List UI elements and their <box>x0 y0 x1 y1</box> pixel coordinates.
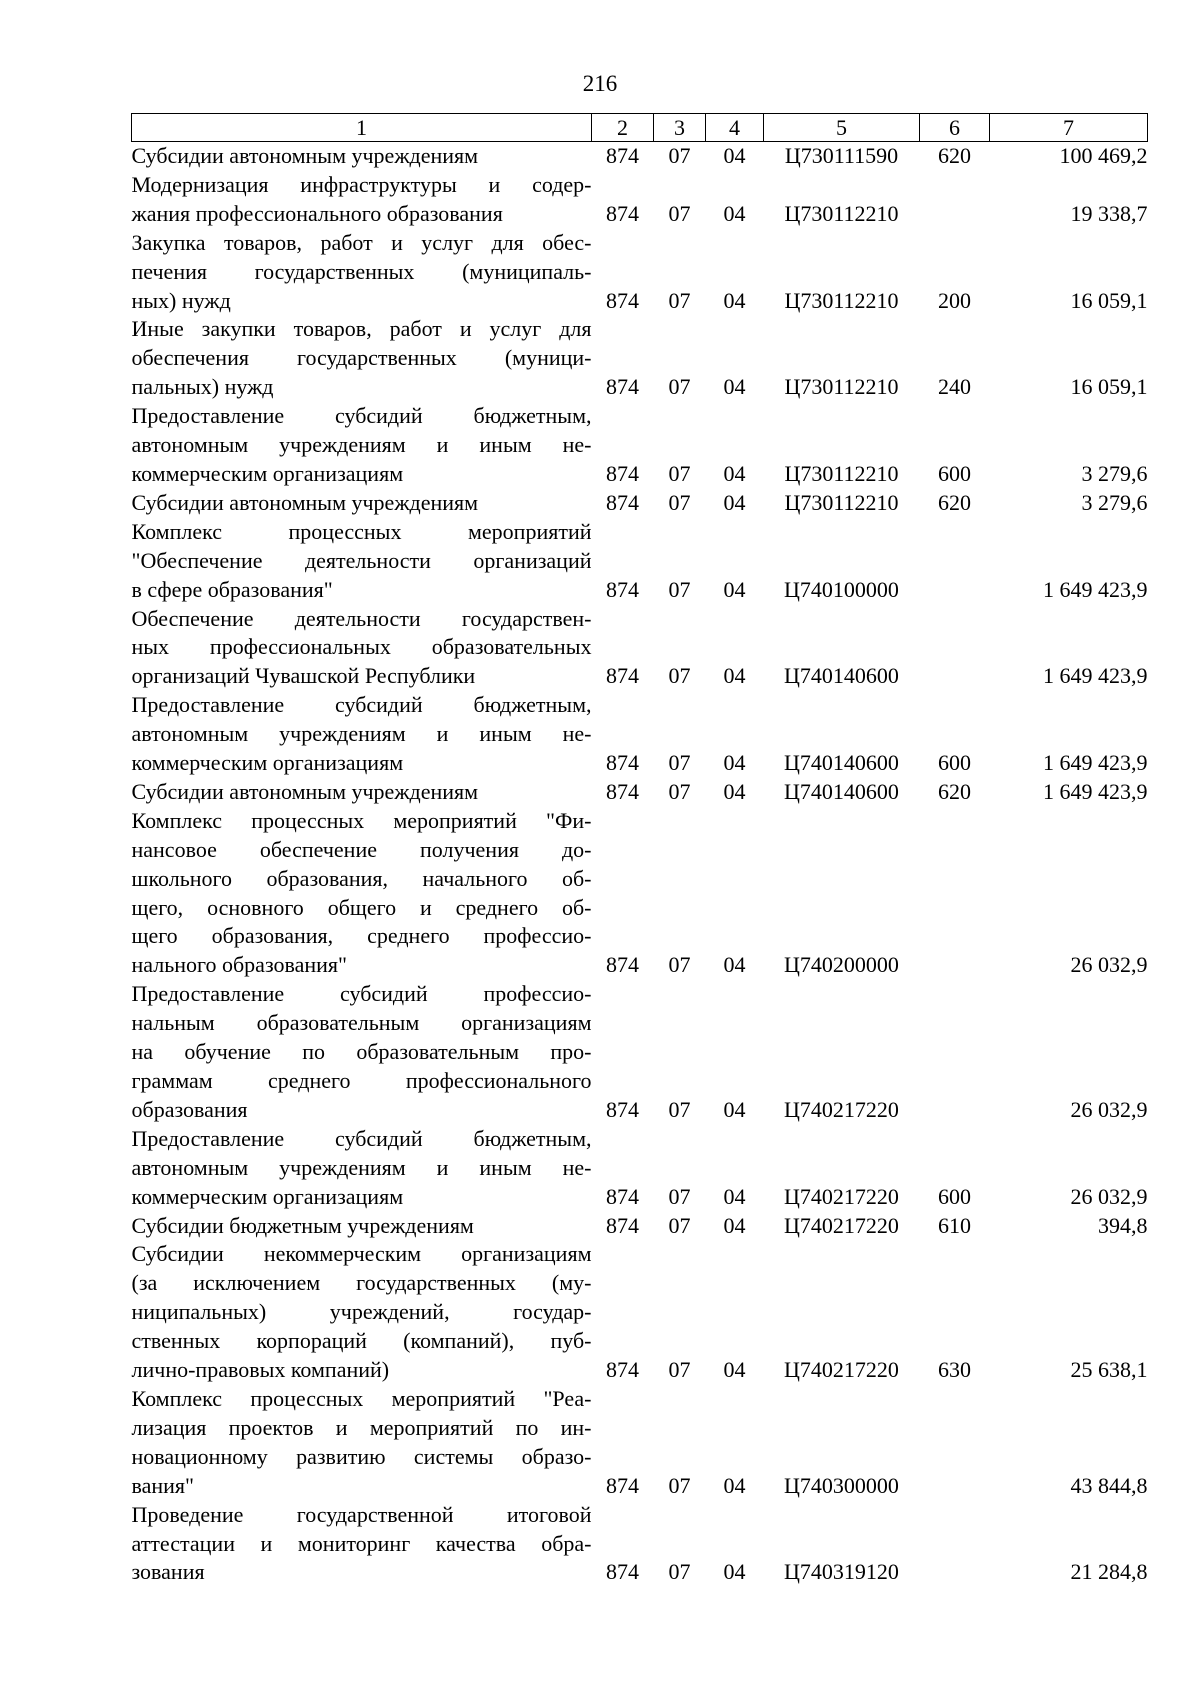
row-code-admin: 874 <box>606 1357 639 1383</box>
row-name-line: Обеспечение деятельности государствен- <box>131 605 592 631</box>
row-name-line: лично-правовых компаний) <box>131 1357 390 1383</box>
row-name-cell <box>132 315 592 402</box>
row-amount: 26 032,9 <box>1070 1096 1148 1122</box>
row-name-line: щего образования, среднего профессио- <box>131 923 592 949</box>
row-name-line: в сфере образования" <box>131 576 333 602</box>
row-name-cell <box>132 1125 592 1212</box>
row-code-expense-type <box>920 980 990 1125</box>
row-code-subsection: 04 <box>723 952 746 978</box>
row-code-section: 07 <box>668 143 691 168</box>
table-row <box>132 518 1148 605</box>
row-amount: 1 649 423,9 <box>1043 750 1148 776</box>
row-code-target: Ц740217220 <box>784 1183 899 1209</box>
row-code-subsection: 04 <box>723 1472 746 1498</box>
row-code-admin: 874 <box>606 1183 639 1209</box>
row-code-subsection: 04 <box>723 750 746 776</box>
row-name-line: зования <box>131 1559 205 1585</box>
row-code-admin: 874 <box>606 1472 639 1498</box>
row-name-line: коммерческим организациям <box>131 750 404 776</box>
table-row <box>132 605 1148 692</box>
row-code-subsection: 04 <box>723 778 746 804</box>
row-amount: 3 279,6 <box>1081 489 1148 515</box>
row-code-expense-type: 620 <box>938 778 971 804</box>
row-code-admin: 874 <box>606 663 639 689</box>
row-code-section: 07 <box>668 489 691 515</box>
row-code-admin: 874 <box>606 1096 639 1122</box>
row-code-expense-type: 600 <box>938 750 971 776</box>
row-code-admin: 874 <box>606 143 639 168</box>
row-name-line: Предоставление субсидий бюджетным, <box>131 692 592 718</box>
table-row <box>132 691 1148 778</box>
table-row <box>132 1212 1148 1241</box>
row-code-admin: 874 <box>606 576 639 602</box>
row-code-subsection: 04 <box>723 1183 746 1209</box>
row-code-target: Ц740140600 <box>784 663 899 689</box>
row-code-admin: 874 <box>606 287 639 313</box>
row-name-line: школьного образования, начального об- <box>131 865 592 891</box>
row-name-line: обеспечения государственных (муници- <box>131 345 592 371</box>
table-header <box>132 114 1148 142</box>
row-name-cell <box>132 1240 592 1385</box>
row-name-cell <box>132 142 592 171</box>
row-name-line: Модернизация инфраструктуры и содер- <box>131 171 592 197</box>
row-code-admin: 874 <box>606 750 639 776</box>
row-code-subsection: 04 <box>723 489 746 515</box>
row-name-line: новационному развитию системы образо- <box>131 1443 592 1469</box>
row-code-subsection: 04 <box>723 460 746 486</box>
header-col-7: 7 <box>990 114 1148 142</box>
page-number: 216 <box>582 71 618 96</box>
header-col-2: 2 <box>592 114 654 142</box>
row-code-section: 07 <box>668 460 691 486</box>
table-row <box>132 980 1148 1125</box>
table-row <box>132 229 1148 316</box>
row-code-expense-type <box>920 171 990 229</box>
table-row <box>132 1385 1148 1501</box>
table-row <box>132 1240 1148 1385</box>
row-code-expense-type <box>920 518 990 605</box>
row-code-admin: 874 <box>606 778 639 804</box>
row-code-subsection: 04 <box>723 1096 746 1122</box>
row-code-admin: 874 <box>606 489 639 515</box>
row-code-admin: 874 <box>606 1559 639 1585</box>
row-code-admin: 874 <box>606 374 639 400</box>
row-code-target: Ц740140600 <box>784 778 899 804</box>
row-name-cell <box>132 171 592 229</box>
row-code-subsection: 04 <box>723 200 746 226</box>
row-name-line: ственных корпораций (компаний), пуб- <box>131 1328 592 1354</box>
row-code-section: 07 <box>668 1183 691 1209</box>
row-code-expense-type: 600 <box>938 460 971 486</box>
row-code-section: 07 <box>668 778 691 804</box>
row-code-expense-type <box>920 605 990 692</box>
row-code-subsection: 04 <box>723 1212 746 1238</box>
row-name-line: автономным учреждениям и иным не- <box>131 432 592 458</box>
row-name-line: Проведение государственной итоговой <box>131 1501 592 1527</box>
row-name-cell <box>132 489 592 518</box>
table-row <box>132 778 1148 807</box>
row-code-subsection: 04 <box>723 576 746 602</box>
row-name-cell <box>132 980 592 1125</box>
row-code-subsection: 04 <box>723 1357 746 1383</box>
row-code-target: Ц730112210 <box>784 200 899 226</box>
row-code-target: Ц740140600 <box>784 750 899 776</box>
row-amount: 43 844,8 <box>1070 1472 1148 1498</box>
row-code-section: 07 <box>668 1472 691 1498</box>
row-name-line: Иные закупки товаров, работ и услуг для <box>131 316 592 342</box>
row-name-line: пальных) нужд <box>131 374 274 400</box>
row-amount: 16 059,1 <box>1070 374 1148 400</box>
row-code-expense-type: 620 <box>938 143 971 168</box>
row-amount: 26 032,9 <box>1070 1183 1148 1209</box>
row-code-subsection: 04 <box>723 143 746 168</box>
row-code-target: Ц740217220 <box>784 1212 899 1238</box>
row-name-line: лизация проектов и мероприятий по ин- <box>131 1414 592 1440</box>
row-code-expense-type <box>920 1385 990 1501</box>
row-code-section: 07 <box>668 287 691 313</box>
header-col-6: 6 <box>920 114 990 142</box>
row-name-line: нальным образовательным организациям <box>131 1010 592 1036</box>
row-code-expense-type <box>920 1501 990 1588</box>
row-code-subsection: 04 <box>723 1559 746 1585</box>
row-name-line: Субсидии автономным учреждениям <box>131 489 479 515</box>
row-code-admin: 874 <box>606 200 639 226</box>
row-name-cell <box>132 605 592 692</box>
row-name-line: Предоставление субсидий бюджетным, <box>131 403 592 429</box>
row-name-line: ных профессиональных образовательных <box>131 634 592 660</box>
row-name-line: Предоставление субсидий профессио- <box>131 981 592 1007</box>
row-amount: 1 649 423,9 <box>1043 663 1148 689</box>
row-code-section: 07 <box>668 1212 691 1238</box>
row-name-line: граммам среднего профессионального <box>131 1068 592 1093</box>
row-name-line: печения государственных (муниципаль- <box>131 258 592 284</box>
row-code-target: Ц740200000 <box>784 952 899 978</box>
row-code-section: 07 <box>668 576 691 602</box>
row-name-line: образования <box>131 1096 248 1122</box>
row-name-line: ниципальных) учреждений, государ- <box>131 1299 592 1325</box>
row-name-line: коммерческим организациям <box>131 1183 404 1209</box>
row-name-cell <box>132 518 592 605</box>
row-amount: 394,8 <box>1098 1212 1148 1238</box>
row-code-subsection: 04 <box>723 287 746 313</box>
row-name-line: автономным учреждениям и иным не- <box>131 721 592 747</box>
table-row <box>132 402 1148 489</box>
row-name-line: Комплекс процессных мероприятий <box>131 518 592 544</box>
header-col-5: 5 <box>764 114 920 142</box>
row-name-line: Субсидии бюджетным учреждениям <box>131 1212 474 1238</box>
row-code-section: 07 <box>668 200 691 226</box>
header-col-3: 3 <box>654 114 706 142</box>
row-amount: 19 338,7 <box>1070 200 1148 226</box>
row-name-line: Комплекс процессных мероприятий "Реа- <box>131 1385 592 1411</box>
row-code-target: Ц730112210 <box>784 374 899 400</box>
row-code-target: Ц740300000 <box>784 1472 899 1498</box>
row-amount: 26 032,9 <box>1070 952 1148 978</box>
row-name-line: нального образования" <box>131 952 348 978</box>
row-code-admin: 874 <box>606 1212 639 1238</box>
row-name-line: на обучение по образовательным про- <box>131 1039 592 1065</box>
row-name-cell <box>132 1501 592 1588</box>
row-name-line: Предоставление субсидий бюджетным, <box>131 1125 592 1151</box>
row-code-section: 07 <box>668 1096 691 1122</box>
row-name-line: аттестации и мониторинг качества обра- <box>131 1530 592 1556</box>
row-code-target: Ц730112210 <box>784 489 899 515</box>
row-code-expense-type: 240 <box>938 374 971 400</box>
row-name-line: ных) нужд <box>131 287 231 313</box>
row-code-target: Ц730112210 <box>784 287 899 313</box>
row-name-cell <box>132 691 592 778</box>
row-name-cell <box>132 402 592 489</box>
table-row <box>132 1501 1148 1588</box>
table-row <box>132 489 1148 518</box>
header-col-1: 1 <box>132 114 592 142</box>
row-name-line: Субсидии автономным учреждениям <box>131 143 479 168</box>
table-row <box>132 315 1148 402</box>
row-code-target: Ц740100000 <box>784 576 899 602</box>
row-amount: 1 649 423,9 <box>1043 576 1148 602</box>
row-name-line: коммерческим организациям <box>131 460 404 486</box>
row-amount: 3 279,6 <box>1081 460 1148 486</box>
row-code-target: Ц740217220 <box>784 1096 899 1122</box>
row-code-section: 07 <box>668 1357 691 1383</box>
row-amount: 100 469,2 <box>1059 143 1148 168</box>
row-code-section: 07 <box>668 374 691 400</box>
row-name-line: нансовое обеспечение получения до- <box>131 836 592 862</box>
row-code-section: 07 <box>668 1559 691 1585</box>
header-col-4: 4 <box>706 114 764 142</box>
row-amount: 16 059,1 <box>1070 287 1148 313</box>
row-code-expense-type <box>920 807 990 980</box>
row-code-target: Ц730112210 <box>784 460 899 486</box>
table-row <box>132 142 1148 171</box>
row-amount: 1 649 423,9 <box>1043 778 1148 804</box>
row-name-line: Субсидии автономным учреждениям <box>131 778 479 804</box>
table-row <box>132 1125 1148 1212</box>
row-code-expense-type: 630 <box>938 1357 971 1383</box>
row-code-expense-type: 600 <box>938 1183 971 1209</box>
row-code-section: 07 <box>668 663 691 689</box>
row-name-line: щего, основного общего и среднего об- <box>131 894 592 920</box>
row-code-expense-type: 620 <box>938 489 971 515</box>
row-name-cell <box>132 1385 592 1501</box>
row-name-line: жания профессионального образования <box>131 200 503 226</box>
row-code-target: Ц730111590 <box>784 143 899 168</box>
header-row <box>132 114 1148 142</box>
budget-table <box>131 113 1148 1587</box>
row-amount: 25 638,1 <box>1070 1357 1148 1383</box>
row-code-target: Ц740217220 <box>784 1357 899 1383</box>
row-code-expense-type: 610 <box>938 1212 971 1238</box>
row-code-admin: 874 <box>606 460 639 486</box>
row-code-admin: 874 <box>606 952 639 978</box>
row-name-cell <box>132 229 592 316</box>
row-name-line: Субсидии некоммерческим организациям <box>131 1241 592 1267</box>
table-body <box>132 142 1148 1588</box>
row-code-section: 07 <box>668 750 691 776</box>
row-name-line: Комплекс процессных мероприятий "Фи- <box>131 807 592 833</box>
row-code-subsection: 04 <box>723 374 746 400</box>
row-name-line: (за исключением государственных (му- <box>131 1270 592 1296</box>
row-code-target: Ц740319120 <box>784 1559 899 1585</box>
row-code-section: 07 <box>668 952 691 978</box>
row-name-line: автономным учреждениям и иным не- <box>131 1154 592 1180</box>
row-amount: 21 284,8 <box>1070 1559 1148 1585</box>
row-name-cell <box>132 778 592 807</box>
row-name-line: "Обеспечение деятельности организаций <box>131 547 592 573</box>
row-name-line: вания" <box>131 1472 195 1498</box>
row-name-cell <box>132 807 592 980</box>
table-row <box>132 171 1148 229</box>
row-name-line: Закупка товаров, работ и услуг для обес- <box>131 229 592 255</box>
row-code-subsection: 04 <box>723 663 746 689</box>
row-name-cell <box>132 1212 592 1241</box>
row-name-line: организаций Чувашской Республики <box>131 663 476 689</box>
row-code-expense-type: 200 <box>938 287 971 313</box>
table-row <box>132 807 1148 980</box>
